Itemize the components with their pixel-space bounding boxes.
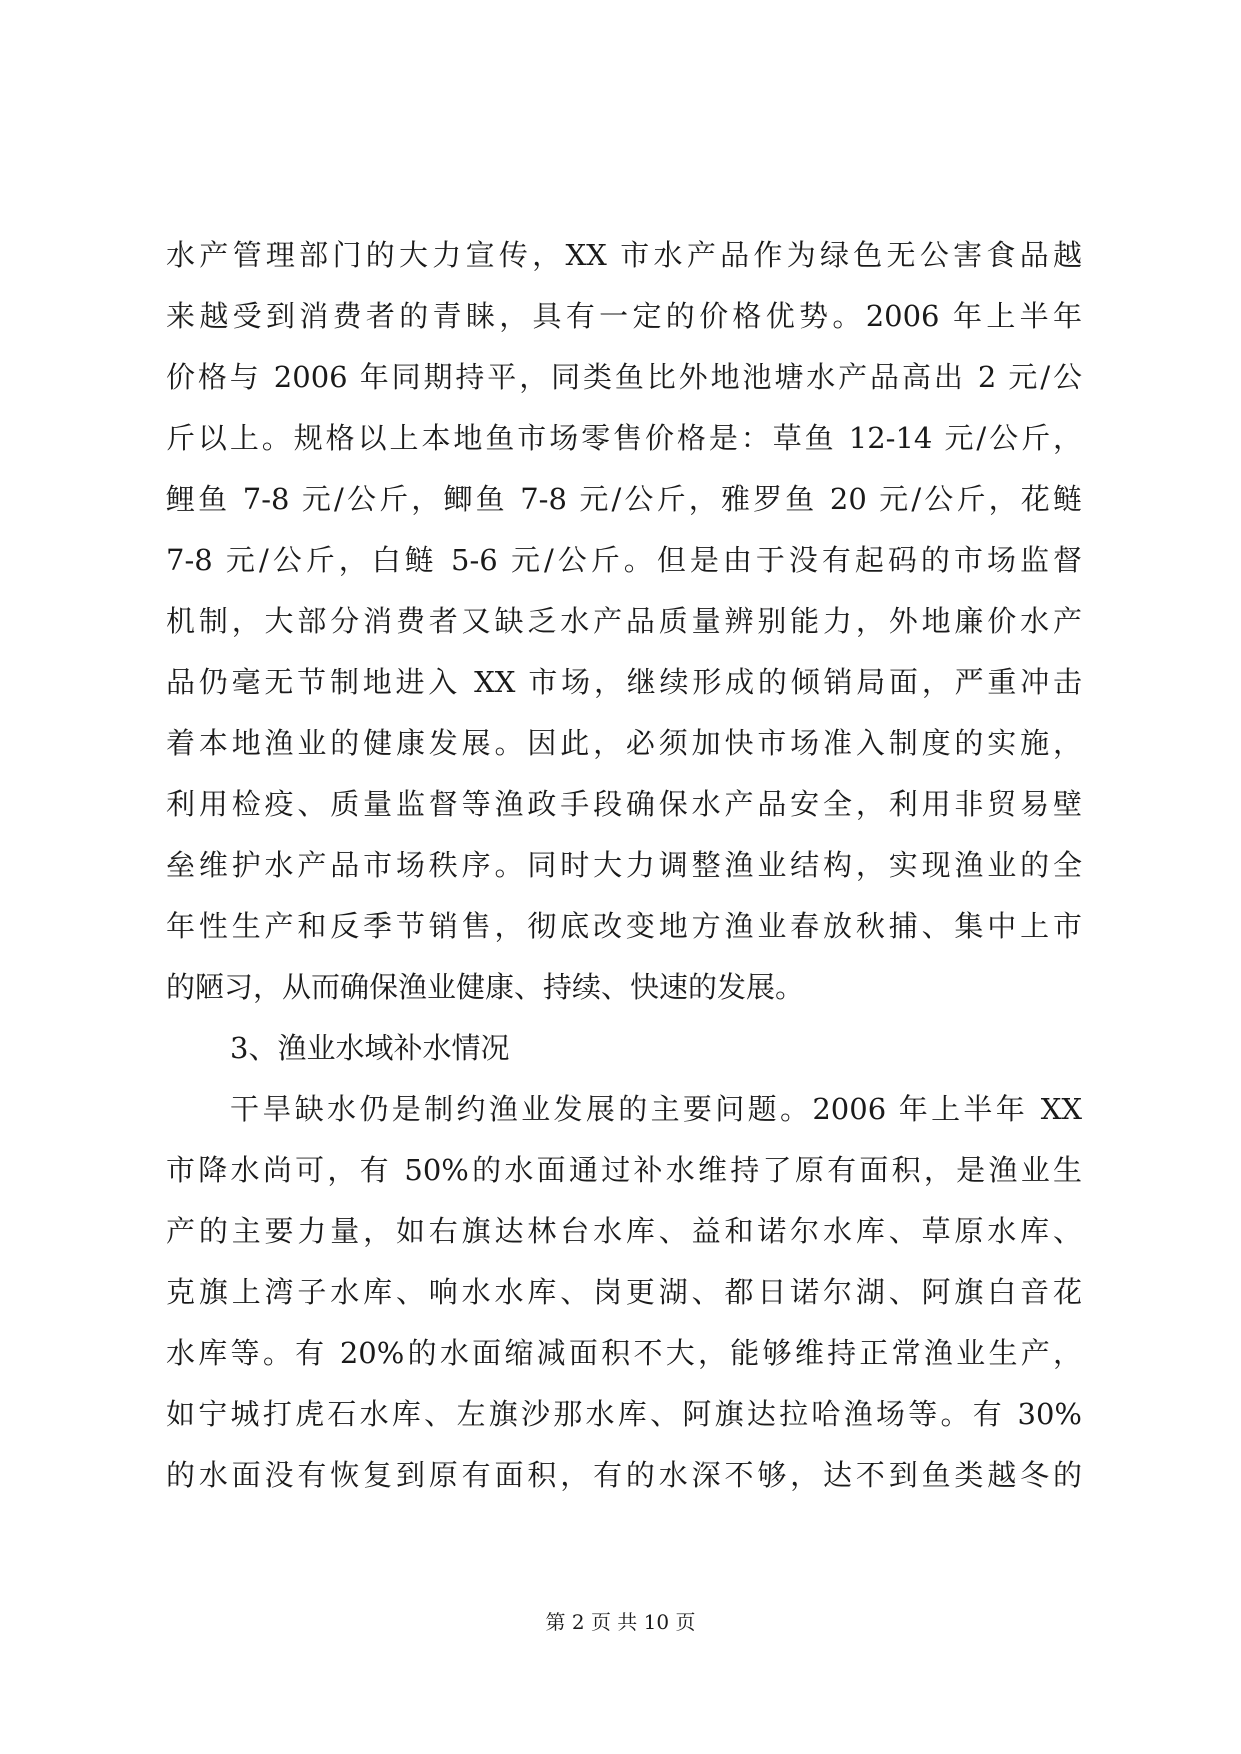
- paragraph-1-line: 机制，大部分消费者又缺乏水产品质量辨别能力，外地廉价水产: [166, 604, 1082, 638]
- paragraph-2-line: 如宁城打虎石水库、左旗沙那水库、阿旗达拉哈渔场等。有 30%: [166, 1397, 1082, 1431]
- paragraph-1-line: 品仍毫无节制地进入 XX 市场，继续形成的倾销局面，严重冲击: [166, 665, 1082, 699]
- page-footer: [0, 1608, 1241, 1636]
- paragraph-1-line: 7-8 元/公斤，白鲢 5-6 元/公斤。但是由于没有起码的市场监督: [166, 543, 1082, 577]
- paragraph-1-line: 斤以上。规格以上本地鱼市场零售价格是：草鱼 12-14 元/公斤，: [166, 421, 1082, 455]
- paragraph-1-line: 水产管理部门的大力宣传，XX 市水产品作为绿色无公害食品越: [166, 238, 1082, 272]
- paragraph-1-line: 年性生产和反季节销售，彻底改变地方渔业春放秋捕、集中上市: [166, 909, 1082, 943]
- paragraph-1-line: 鲤鱼 7-8 元/公斤，鲫鱼 7-8 元/公斤，雅罗鱼 20 元/公斤，花鲢: [166, 482, 1082, 516]
- paragraph-1-line: 的陋习，从而确保渔业健康、持续、快速的发展。: [166, 970, 805, 1004]
- paragraph-2-line: 克旗上湾子水库、响水水库、岗更湖、都日诺尔湖、阿旗白音花: [166, 1275, 1082, 1309]
- paragraph-1-line: 着本地渔业的健康发展。因此，必须加快市场准入制度的实施，: [166, 726, 1082, 760]
- paragraph-1-line: 价格与 2006 年同期持平，同类鱼比外地池塘水产品高出 2 元/公: [166, 360, 1082, 394]
- paragraph-1-line: 垒维护水产品市场秩序。同时大力调整渔业结构，实现渔业的全: [166, 848, 1082, 882]
- section-heading: 3、渔业水域补水情况: [230, 1031, 510, 1065]
- paragraph-1-line: 利用检疫、质量监督等渔政手段确保水产品安全，利用非贸易壁: [166, 787, 1082, 821]
- paragraph-2-line: 市降水尚可，有 50%的水面通过补水维持了原有面积，是渔业生: [166, 1153, 1082, 1187]
- paragraph-1-line: 来越受到消费者的青睐，具有一定的价格优势。2006 年上半年: [166, 299, 1082, 333]
- paragraph-2-line: 的水面没有恢复到原有面积，有的水深不够，达不到鱼类越冬的: [166, 1458, 1082, 1492]
- document-body: [166, 225, 1082, 1506]
- paragraph-2-line: 水库等。有 20%的水面缩减面积不大，能够维持正常渔业生产，: [166, 1336, 1082, 1370]
- paragraph-2-line: 干旱缺水仍是制约渔业发展的主要问题。2006 年上半年 XX: [230, 1092, 1082, 1126]
- page-number-label: 第 2 页 共 10 页: [545, 1610, 696, 1634]
- paragraph-2-line: 产的主要力量，如右旗达林台水库、益和诺尔水库、草原水库、: [166, 1214, 1082, 1248]
